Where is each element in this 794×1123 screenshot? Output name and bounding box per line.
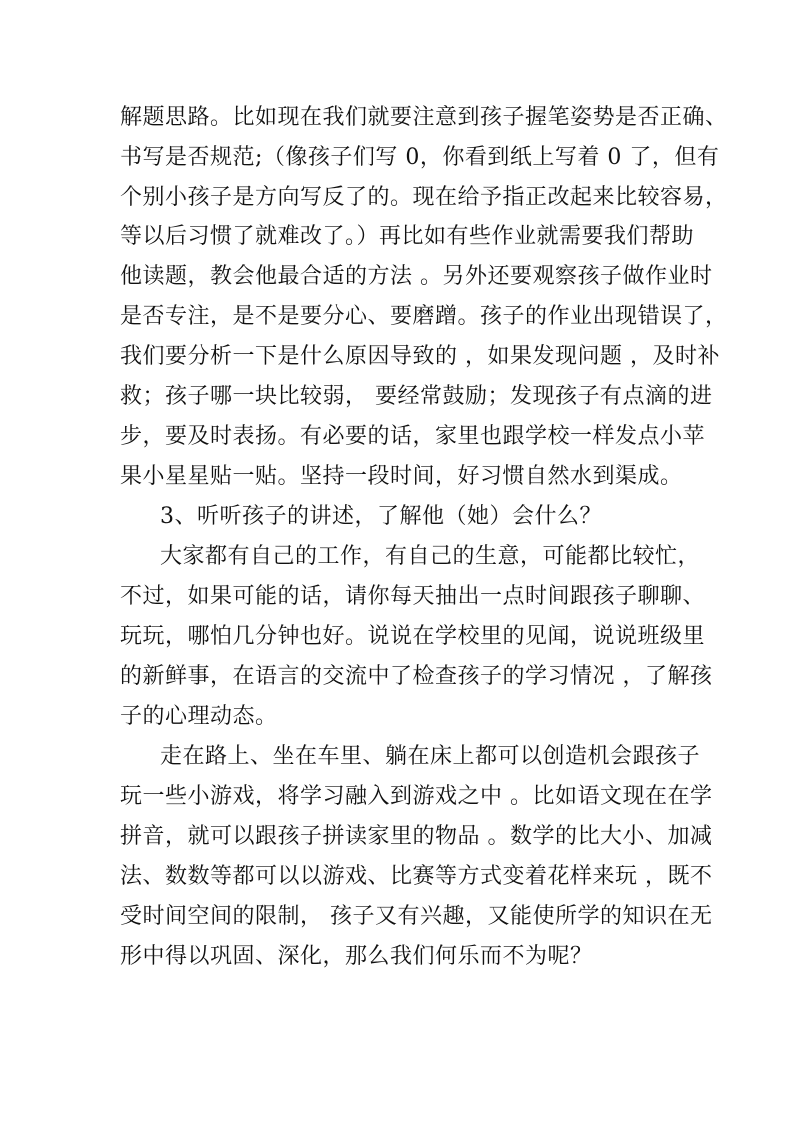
paragraph-line: 不过，如果可能的话，请你每天抽出一点时间跟孩子聊聊、 [120,584,706,609]
paragraph-line: 救；孩子哪一块比较弱， 要经常鼓励；发现孩子有点滴的进 [120,384,713,409]
paragraph-line: 个别小孩子是方向写反了的。现在给予指正改起来比较容易， [120,185,728,210]
paragraph-line: 子的心理动态。 [120,704,278,729]
paragraph-line: 果小星星贴一贴。坚持一段时间，好习惯自然水到渠成。 [120,464,683,489]
paragraph-line: 步，要及时表扬。有必要的话，家里也跟学校一样发点小苹 [120,424,706,449]
paragraph-line: 他读题，教会他最合适的方法 。另外还要观察孩子做作业时 [120,264,713,289]
paragraph-line: 玩玩，哪怕几分钟也好。说说在学校里的见闻，说说班级里 [120,624,706,649]
paragraph-line: 拼音，就可以跟孩子拼读家里的物品 。数学的比大小、加减 [120,824,713,849]
paragraph-line: 解题思路。比如现在我们就要注意到孩子握笔姿势是否正确、 [120,105,728,130]
paragraph-line: 走在路上、坐在车里、躺在床上都可以创造机会跟孩子 [160,744,701,769]
section-heading: 3、听听孩子的讲述，了解他（她）会什么？ [160,504,602,529]
paragraph-line: 形中得以巩固、深化，那么我们何乐而不为呢？ [120,944,593,969]
paragraph-line: 是否专注，是不是要分心、要磨蹭。孩子的作业出现错误了， [120,304,728,329]
paragraph-line: 法、数数等都可以以游戏、比赛等方式变着花样来玩 ，既不 [120,864,713,889]
paragraph-line: 书写是否规范;（像孩子们写 0，你看到纸上写着 0 了，但有 [120,145,720,170]
paragraph-line: 大家都有自己的工作，有自己的生意，可能都比较忙， [160,544,701,569]
paragraph-line: 受时间空间的限制， 孩子又有兴趣，又能使所学的知识在无 [120,904,713,929]
paragraph-line: 玩一些小游戏，将学习融入到游戏之中 。比如语文现在在学 [120,784,713,809]
paragraph-line: 我们要分析一下是什么原因导致的 ，如果发现问题 ，及时补 [120,344,720,369]
paragraph-line: 的新鲜事，在语言的交流中了检查孩子的学习情况 ，了解孩 [120,664,713,689]
paragraph-line: 等以后习惯了就难改了。）再比如有些作业就需要我们帮助 [120,224,695,249]
